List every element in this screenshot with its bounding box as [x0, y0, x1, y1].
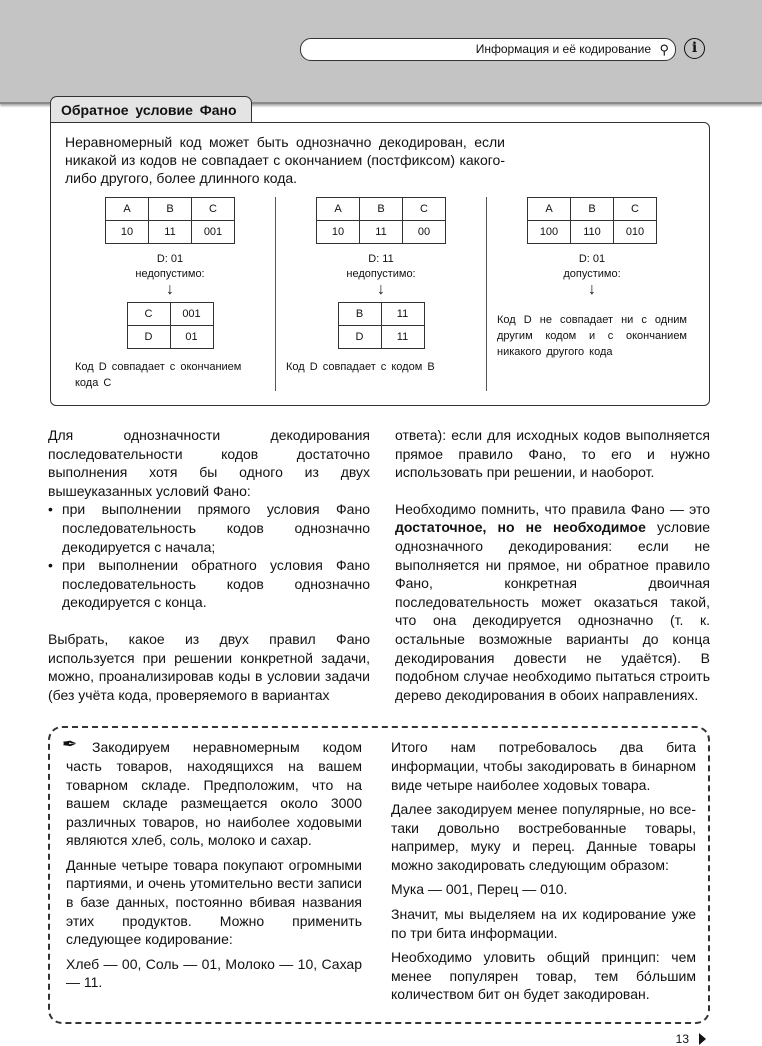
- paragraph: Необходимо уловить общий принцип: чем менее популярен товар, тем бо́льшим количеством бит он будет закодирован.: [391, 949, 696, 1003]
- cell: 01: [170, 326, 213, 349]
- cell: D: [127, 326, 170, 349]
- cell: 110: [571, 221, 614, 244]
- cell: A: [106, 198, 149, 221]
- paragraph: Значит, мы выделяем на их кодирование уже по три бита информации.: [391, 906, 696, 941]
- sub-table-1: [127, 302, 214, 349]
- cell: 10: [317, 221, 360, 244]
- paragraph: Итого нам потребовалось два бита информации, чтобы закодировать в бинарном виде четыре наиболее ходовых товара.: [391, 739, 696, 793]
- cell: C: [614, 198, 657, 221]
- examples-row: [65, 197, 697, 391]
- paragraph: ответа): если для исходных кодов выполняется прямое правило Фано, то его и нужно использовать при решении, и наоборот.: [395, 427, 710, 481]
- cell: A: [528, 198, 571, 221]
- code-table-1: [105, 197, 235, 244]
- cell: 001: [170, 303, 213, 326]
- cell: 001: [192, 221, 235, 244]
- d-label: D: 01: [578, 253, 606, 265]
- arrow-down-icon: ↓: [166, 281, 174, 298]
- example-2: [275, 197, 486, 391]
- intro-text: Неравномерный код может быть однозначно декодирован, если никакой из кодов не совпадает с окончанием (постфиксом) какого-либо другого, более длинного кода.: [65, 134, 505, 186]
- cell: 11: [360, 221, 403, 244]
- cell: 11: [381, 303, 424, 326]
- paragraph: Выбрать, какое из двух правил Фано используется при решении конкретной задачи, можно, проанализировав коды в условии задачи (без учёта кода, проверяемого в вариантах: [48, 630, 370, 703]
- cell: B: [360, 198, 403, 221]
- page-number: 13: [675, 1032, 689, 1046]
- example-3: [486, 197, 697, 391]
- right-column: [395, 426, 710, 722]
- fano-box: [50, 122, 710, 406]
- info-icon[interactable]: i: [684, 38, 705, 59]
- cell: D: [338, 326, 381, 349]
- magnifier-icon[interactable]: ⚲: [659, 42, 669, 57]
- cell: 00: [403, 221, 446, 244]
- text: условие однозначного декодирования: если не выполняется ни прямое, ни обратное правило Фано, конкретная двоичная последовательность может оказаться такой, что она декодируется однозначно (т. к. остальные возможные варианты до конца декодирования довести не удаётся). В подобном случае необходимо пытаться строить дерево декодирования в обоих направлениях.: [395, 519, 710, 703]
- header-bar: [0, 0, 762, 104]
- paragraph: Для однозначности декодирования последовательности кодов достаточно выполнения хотя бы одного из двух вышеуказанных условий Фано:: [48, 427, 370, 499]
- bullet-item: • при выполнении прямого условия Фано последовательность кодов однозначно декодируется с начала;: [48, 500, 370, 556]
- example-box: [48, 726, 710, 1024]
- cell: 100: [528, 221, 571, 244]
- example-1: [65, 197, 275, 391]
- note-3: Код D не совпадает ни с одним другим кодом и с окончанием никакого другого кода: [497, 314, 687, 358]
- verdict: недопустимо:: [346, 268, 416, 280]
- bold-text: достаточное, но не необходимое: [395, 519, 646, 536]
- pen-icon: ✒: [62, 734, 78, 755]
- code-table-2: [316, 197, 446, 244]
- search-field[interactable]: [300, 38, 676, 61]
- cell: 11: [149, 221, 192, 244]
- bullet-item: • при выполнении обратного условия Фано последовательность кодов однозначно декодируется с конца.: [48, 556, 370, 612]
- cell: B: [149, 198, 192, 221]
- arrow-down-icon: ↓: [587, 281, 596, 298]
- next-page-arrow-icon[interactable]: [699, 1033, 706, 1045]
- cell: C: [127, 303, 170, 326]
- paragraph: Данные четыре товара покупают огромными партиями, и очень утомительно вести записи в базе данных, постоянно вбивая названия этих продуктов. Можно применить следующее кодирование:: [66, 856, 362, 948]
- cell: 10: [106, 221, 149, 244]
- cell: 010: [614, 221, 657, 244]
- footer: [48, 1032, 710, 1046]
- code-table-3: [527, 197, 657, 244]
- verdict: недопустимо:: [135, 268, 205, 280]
- note-1: Код D совпадает с окончанием кода C: [75, 361, 242, 389]
- example-right: [391, 738, 696, 1010]
- arrow-down-icon: ↓: [377, 281, 385, 298]
- paragraph: Хлеб — 00, Соль — 01, Молоко — 10, Сахар — 11.: [66, 955, 362, 991]
- text: Необходимо помнить, что правила Фано — это: [395, 500, 710, 517]
- cell: C: [192, 198, 235, 221]
- paragraph: Далее закодируем менее популярные, но все-таки довольно востребованные товары, например, муку и перец. Данные товары можно закодировать следующим образом:: [391, 801, 696, 873]
- search-text: Информация и её кодирование: [475, 42, 651, 56]
- paragraph: Закодируем неравномерным кодом часть товаров, находящихся на вашем товарном складе. Предположим, что на вашем складе размещается около 3000 различных товаров, но наиболее ходовыми являются хлеб, соль, молоко и сахар.: [66, 739, 362, 849]
- cell: 11: [381, 326, 424, 349]
- main-content: [48, 96, 710, 1046]
- note-2: Код D совпадает с кодом B: [286, 361, 435, 373]
- verdict: допустимо:: [563, 268, 621, 280]
- cell: B: [338, 303, 381, 326]
- cell: A: [317, 198, 360, 221]
- paragraph: Мука — 001, Перец — 010.: [391, 881, 568, 898]
- section-title: Обратное условие Фано: [50, 96, 252, 122]
- example-left: [66, 738, 362, 1010]
- d-label: D: 11: [368, 253, 394, 265]
- d-label: D: 01: [156, 253, 184, 265]
- cell: B: [571, 198, 614, 221]
- sub-table-2: [338, 302, 425, 349]
- paragraph: [395, 500, 710, 705]
- two-columns: [48, 426, 710, 722]
- cell: C: [403, 198, 446, 221]
- left-column: [48, 426, 370, 722]
